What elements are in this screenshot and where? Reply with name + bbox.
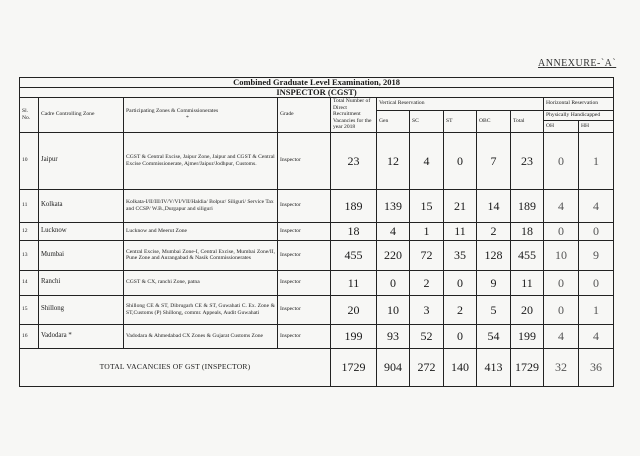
table-row: 10 Jaipur CGST & Central Excise, Jaipur Zone, Jaipur and CGST & Central Excise Commissionerate, Ajmer/Jaipur/Jodhpur, Customs. Inspector 23 12 4 0 7 23 0 1	[20, 132, 614, 189]
totals-row	[20, 348, 614, 386]
header-grade: Grade	[278, 97, 331, 132]
annexure-label: ANNEXURE-`A`	[538, 58, 617, 69]
table-row: 14 Ranchi CGST & CX, ranchi Zone, patna Inspector 11 0 2 0 9 11 0 0	[20, 270, 614, 295]
header-horizontal-reservation: Horizontal Reservation	[544, 97, 614, 110]
totals-oh: 32	[544, 348, 579, 386]
totals-sc: 272	[410, 348, 444, 386]
table-row: 11 Kolkata Kolkata-I/II/III/IV/V/VI/VII/Haldia/ Bolpur/ Siliguri/ Service Tax and CCSP/ W.B.,Durgapur and siliguri Inspector 189 139 15 21 14 189 4 4	[20, 189, 614, 222]
header-sc: SC	[410, 110, 444, 132]
header-total: Total	[511, 110, 544, 132]
header-obc: OBC	[477, 110, 511, 132]
totals-vacancies: 1729	[331, 348, 377, 386]
header-oh: OH	[544, 120, 579, 132]
table-row: 12 Lucknow Lucknow and Meerut Zone Inspector 18 4 1 11 2 18 0 0	[20, 222, 614, 240]
totals-gen: 904	[377, 348, 410, 386]
header-sl-no: Sl. No.	[20, 97, 39, 132]
totals-st: 140	[444, 348, 477, 386]
header-st: ST	[444, 110, 477, 132]
post-title: INSPECTOR (CGST)	[20, 87, 614, 97]
totals-obc: 413	[477, 348, 511, 386]
exam-title: Combined Graduate Level Examination, 2018	[20, 77, 614, 87]
header-hh: HH	[579, 120, 614, 132]
header-total-vacancies: Total Number of Direct Recruitment Vacancies for the year 2018	[331, 97, 377, 132]
table-row: 13 Mumbai Central Excise, Mumbai Zone-I, Central Excise, Mumbai Zone/II, Pune Zone and Aurangabad & Nasik Commissionerates Inspector 455 220 72 35 128 455 10 9	[20, 240, 614, 270]
totals-label: TOTAL VACANCIES OF GST (INSPECTOR)	[20, 348, 331, 386]
vacancy-table	[19, 69, 614, 387]
totals-hh: 36	[579, 348, 614, 386]
totals-total: 1729	[511, 348, 544, 386]
header-cadre: Cadre Controlling Zone	[39, 97, 124, 132]
header-gen: Gen	[377, 110, 410, 132]
table-row: 15 Shillong Shillong CE & ST, Dibrugarh CE & ST, Guwahati C. Ex. Zone & ST,Customs (P) Shillong, commr. Appeals, Audit Guwahati Inspector 20 10 3 2 5 20 0 1	[20, 295, 614, 324]
table-row: 16 Vadodara * Vadodara & Ahmedabad CX Zones & Gujarat Customs Zone Inspector 199 93 52 0 54 199 4 4	[20, 324, 614, 348]
header-vertical-reservation: Vertical Reservation	[377, 97, 544, 110]
header-physically-handicapped: Physically Handicapped	[544, 110, 614, 120]
header-zones: Participating Zones & Commissionerates *	[124, 97, 278, 132]
